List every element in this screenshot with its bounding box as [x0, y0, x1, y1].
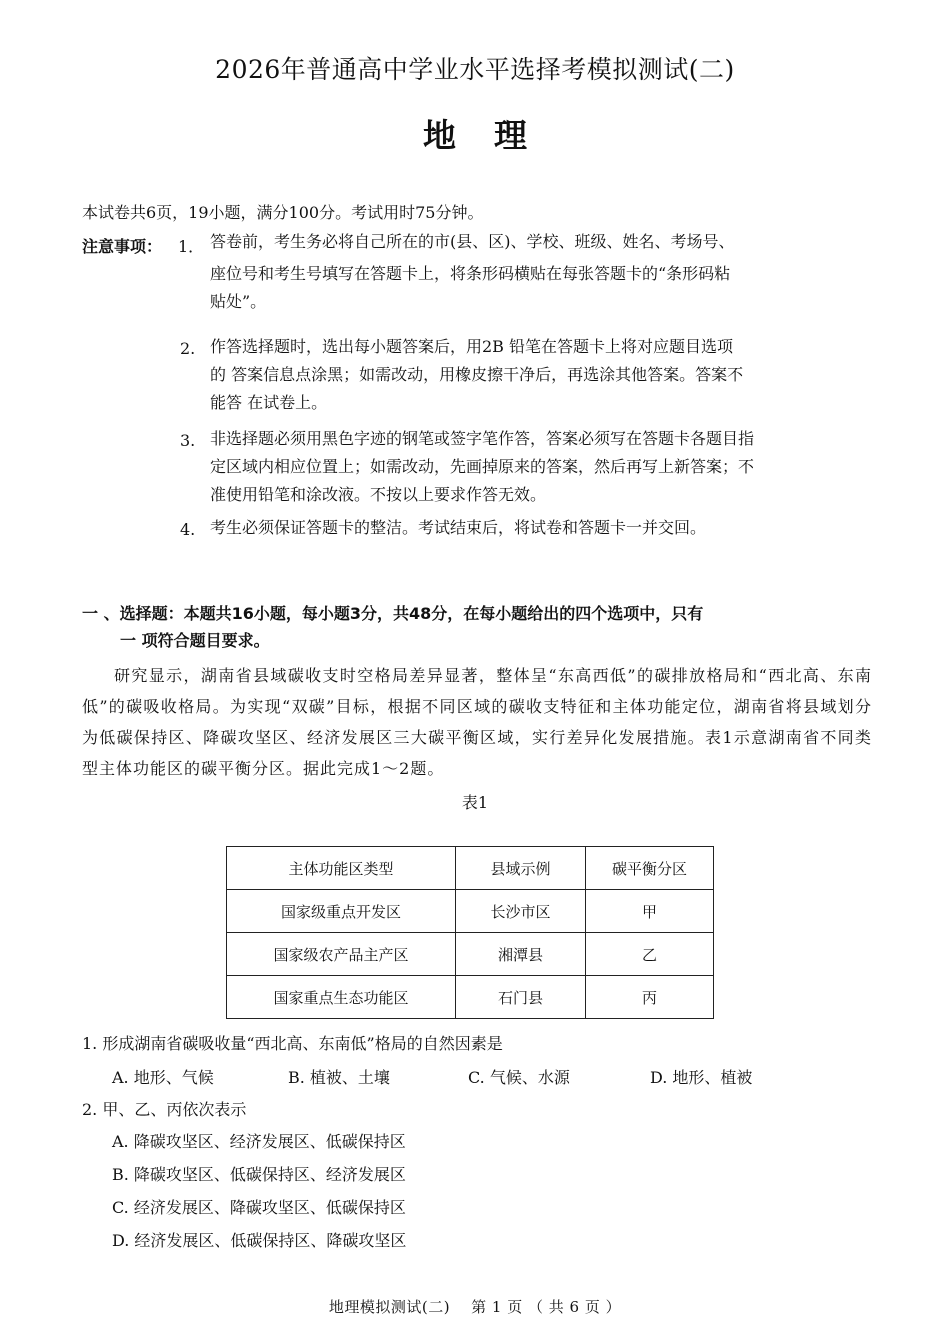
notice-item-3-number: 3. — [180, 431, 196, 450]
notice-item-2-line: 的 答案信息点涂黑；如需改动，用橡皮擦干净后，再选涂其他答案。答案不 — [210, 365, 744, 384]
question-1-option-c: C. 气候、水源 — [468, 1068, 570, 1087]
notice-item-1-line: 座位号和考生号填写在答题卡上，将条形码横贴在每张答题卡的“条形码粘 — [210, 264, 731, 283]
question-1-option-b: B. 植被、土壤 — [288, 1068, 390, 1087]
notice-item-1-line: 答卷前，考生务必将自己所在的市(县、区)、学校、班级、姓名、考场号、 — [210, 232, 735, 251]
table-cell: 石门县 — [456, 976, 586, 1019]
carbon-balance-table — [226, 846, 714, 1019]
notice-item-2 — [210, 333, 743, 417]
question-2-option-d: D. 经济发展区、低碳保持区、降碳攻坚区 — [112, 1231, 407, 1250]
exam-title: 2026年普通高中学业水平选择考模拟测试(二) — [215, 55, 735, 84]
table-cell: 湘潭县 — [456, 933, 586, 976]
table-header-row — [227, 847, 714, 890]
page-footer: 地理模拟测试(二) 第 1 页 （ 共 6 页 ） — [328, 1298, 622, 1316]
table-cell: 甲 — [586, 890, 714, 933]
table-row — [227, 933, 714, 976]
table-header-cell: 主体功能区类型 — [227, 847, 456, 890]
section-heading — [82, 600, 872, 654]
notice-item-3-line: 非选择题必须用黑色字迹的钢笔或签字笔作答，答案必须写在答题卡各题目指 — [210, 429, 755, 448]
notice-label: 注意事项： — [82, 237, 163, 256]
section-heading-line: 一 项符合题目要求。 — [120, 631, 270, 650]
question-2-option-a: A. 降碳攻坚区、经济发展区、低碳保持区 — [112, 1132, 406, 1151]
reading-passage: 研究显示，湖南省县域碳收支时空格局差异显著，整体呈“东高西低”的碳排放格局和“西北高、东南低”的碳吸收格局。为实现“双碳”目标，根据不同区域的碳收支特征和主体功能定位，湖南省将县域划分为低碳保持区、降碳攻坚区、经济发展区三大碳平衡区域，实行差异化发展措施。表1示意湖南省不同类型主体功能区的碳平衡分区。据此完成1～2题。 — [82, 666, 872, 778]
notice-item-1-number: 1． — [178, 237, 205, 256]
question-2-option-b: B. 降碳攻坚区、低碳保持区、经济发展区 — [112, 1165, 406, 1184]
notice-item-4 — [210, 514, 706, 542]
exam-intro: 本试卷共6页，19小题，满分100分。考试用时75分钟。 — [82, 203, 484, 222]
question-2-option-c: C. 经济发展区、降碳攻坚区、低碳保持区 — [112, 1198, 406, 1217]
notice-item-2-line: 能答 在试卷上。 — [210, 393, 328, 412]
table-cell: 国家级重点开发区 — [227, 890, 456, 933]
question-2-stem: 2. 甲、乙、丙依次表示 — [82, 1100, 247, 1119]
notice-item-1-line: 贴处”。 — [210, 292, 267, 311]
question-1-option-a: A. 地形、气候 — [112, 1068, 214, 1087]
notice-item-2-line: 作答选择题时，选出每小题答案后，用2B 铅笔在答题卡上将对应题目选项 — [210, 337, 734, 356]
question-1-option-d: D. 地形、植被 — [650, 1068, 753, 1087]
table-header-cell: 碳平衡分区 — [586, 847, 714, 890]
notice-item-3-line: 定区域内相应位置上；如需改动，先画掉原来的答案，然后再写上新答案；不 — [210, 457, 755, 476]
question-1-stem: 1. 形成湖南省碳吸收量“西北高、东南低”格局的自然因素是 — [82, 1034, 503, 1053]
table-header-cell: 县域示例 — [456, 847, 586, 890]
table-title: 表1 — [461, 793, 489, 812]
notice-item-4-number: 4. — [180, 520, 196, 539]
table-row — [227, 890, 714, 933]
table-cell: 长沙市区 — [456, 890, 586, 933]
subject-title: 地理 — [423, 116, 565, 155]
notice-item-4-line: 考生必须保证答题卡的整洁。考试结束后，将试卷和答题卡一并交回。 — [210, 518, 707, 537]
table-cell: 国家重点生态功能区 — [227, 976, 456, 1019]
notice-item-3-line: 准使用铅笔和涂改液。不按以上要求作答无效。 — [210, 485, 547, 504]
notice-item-1 — [210, 228, 735, 316]
table-cell: 国家级农产品主产区 — [227, 933, 456, 976]
table-cell: 丙 — [586, 976, 714, 1019]
notice-item-2-number: 2. — [180, 339, 196, 358]
table-cell: 乙 — [586, 933, 714, 976]
section-heading-line: 一 、选择题：本题共16小题，每小题3分，共48分，在每小题给出的四个选项中，只有 — [82, 604, 704, 623]
table-row — [227, 976, 714, 1019]
notice-item-3 — [210, 425, 754, 509]
